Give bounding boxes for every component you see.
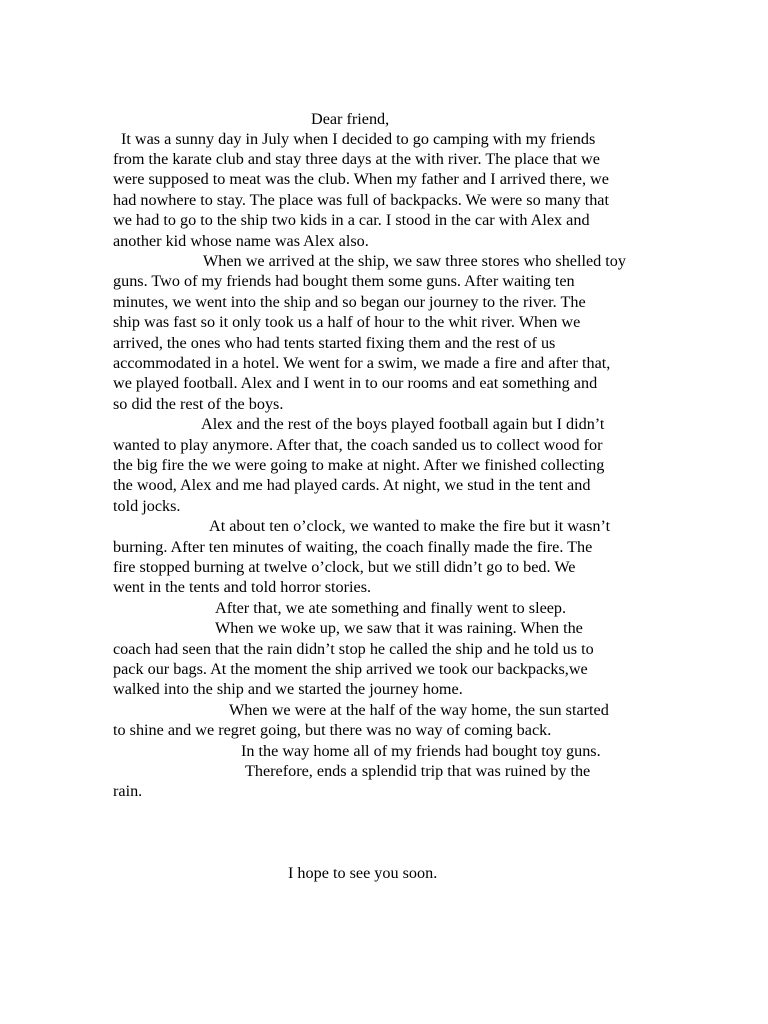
letter-line: After that, we ate something and finally went to sleep. [215, 599, 567, 617]
letter-line: Alex and the rest of the boys played football again but I didn’t [201, 415, 605, 433]
letter-line: burning. After ten minutes of waiting, the coach finally made the fire. The [113, 538, 593, 556]
letter-line: minutes, we went into the ship and so began our journey to the river. The [113, 293, 586, 311]
letter-line: wanted to play anymore. After that, the coach sanded us to collect wood for [113, 436, 603, 454]
letter-line: fire stopped burning at twelve o’clock, but we still didn’t go to bed. We [113, 558, 576, 576]
letter-line: When we were at the half of the way home, the sun started [229, 701, 609, 719]
letter-line: the wood, Alex and me had played cards. At night, we stud in the tent and [113, 476, 591, 494]
letter-line: to shine and we regret going, but there was no way of coming back. [113, 721, 552, 739]
letter-line: pack our bags. At the moment the ship arrived we took our backpacks,we [113, 660, 588, 678]
letter-line: told jocks. [113, 497, 181, 515]
letter-line: rain. [113, 782, 143, 800]
letter-line: we played football. Alex and I went in to our rooms and eat something and [113, 374, 598, 392]
letter-line: At about ten o’clock, we wanted to make the fire but it wasn’t [209, 517, 611, 535]
letter-line: Therefore, ends a splendid trip that was ruined by the [245, 762, 591, 780]
letter-line: so did the rest of the boys. [113, 395, 284, 413]
letter-line: we had to go to the ship two kids in a car. I stood in the car with Alex and [113, 211, 590, 229]
letter-line: another kid whose name was Alex also. [113, 232, 369, 250]
letter-line: In the way home all of my friends had bought toy guns. [241, 742, 601, 760]
letter-line: guns. Two of my friends had bought them some guns. After waiting ten [113, 272, 575, 290]
letter-line: arrived, the ones who had tents started fixing them and the rest of us [113, 334, 556, 352]
letter-line: It was a sunny day in July when I decided to go camping with my friends [121, 130, 596, 148]
letter-line: had nowhere to stay. The place was full of backpacks. We were so many that [113, 191, 609, 209]
letter-line: were supposed to meat was the club. When my father and I arrived there, we [113, 170, 609, 188]
letter-line: the big fire the we were going to make at night. After we finished collecting [113, 456, 605, 474]
letter-line: coach had seen that the rain didn’t stop he called the ship and he told us to [113, 640, 594, 658]
letter-line: When we woke up, we saw that it was raining. When the [215, 619, 583, 637]
letter-line: ship was fast so it only took us a half of hour to the whit river. When we [113, 313, 581, 331]
salutation: Dear friend, [311, 110, 390, 128]
letter-line: accommodated in a hotel. We went for a swim, we made a fire and after that, [113, 354, 611, 372]
letter-line: went in the tents and told horror stories. [113, 578, 372, 596]
letter-line: from the karate club and stay three days at the with river. The place that we [113, 150, 600, 168]
closing: I hope to see you soon. [288, 864, 438, 882]
letter-line: walked into the ship and we started the journey home. [113, 680, 463, 698]
letter-line: When we arrived at the ship, we saw three stores who shelled toy [203, 252, 626, 270]
